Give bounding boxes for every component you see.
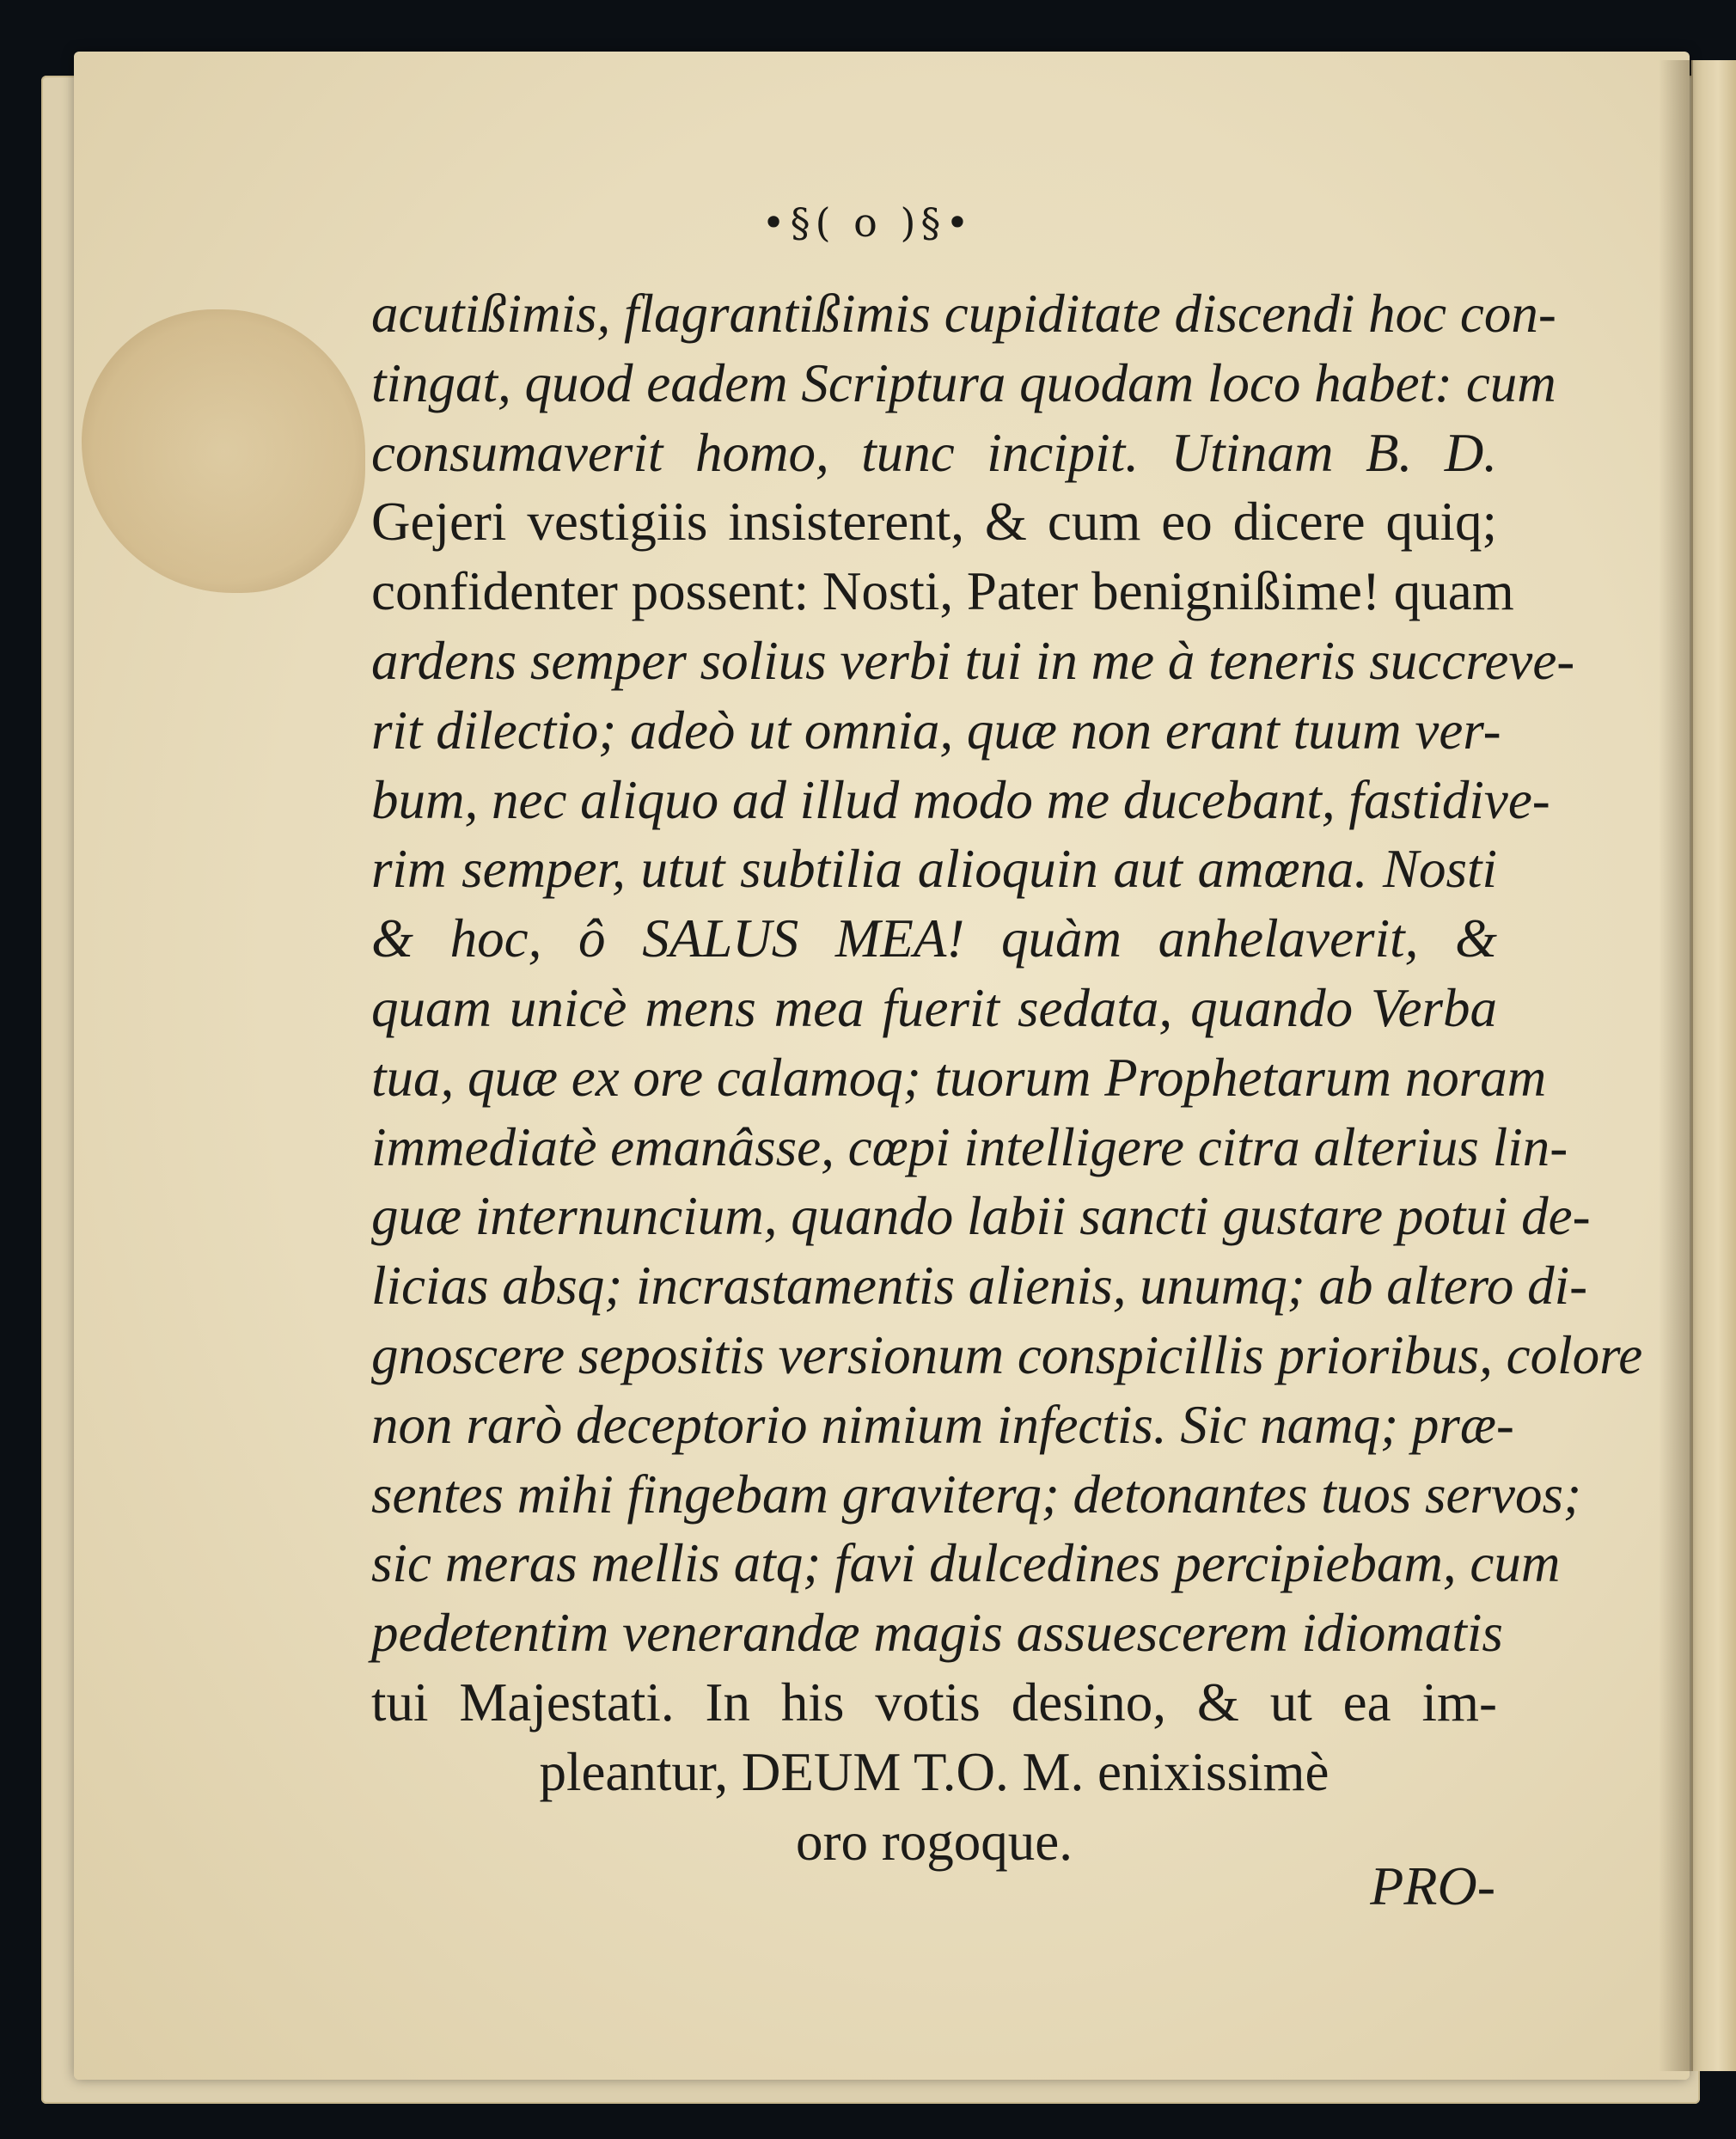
- text-line: & hoc, ô SALUS MEA! quàm anhelaverit, &: [371, 908, 1497, 969]
- gutter-shadow: [1659, 60, 1693, 2071]
- text-line: ardens semper solius verbi tui in me à teneris succreve-: [371, 630, 1575, 691]
- text-line: tingat, quod eadem Scriptura quodam loco habet: cum: [371, 352, 1556, 413]
- text-line: quam unicè mens mea fuerit sedata, quando Verba: [371, 977, 1497, 1038]
- text-line: sentes mihi fingebam graviterq; detonantes tuos servos;: [371, 1464, 1581, 1525]
- text-line: sic meras mellis atq; favi dulcedines percipiebam, cum: [371, 1533, 1561, 1594]
- text-line: non rarò deceptorio nimium infectis. Sic namq; præ-: [371, 1394, 1514, 1455]
- text-line: acutißimis, flagrantißimis cupiditate discendi hoc con-: [371, 284, 1556, 344]
- text-line: licias absq; incrastamentis alienis, unumq; ab altero di-: [371, 1256, 1588, 1317]
- text-line: gnoscere sepositis versionum conspicillis prioribus, colore: [371, 1324, 1643, 1385]
- catchword: PRO-: [1370, 1855, 1495, 1916]
- text-line: Gejeri vestigiis insisterent, & cum eo dicere quiq;: [371, 492, 1497, 553]
- text-line: rim semper, utut subtilia alioquin aut amœna. Nosti: [371, 839, 1497, 900]
- text-line: consumaverit homo, tunc incipit. Utinam B. D.: [371, 422, 1497, 483]
- text-line: tui Majestati. In his votis desino, & ut ea im-: [371, 1671, 1497, 1733]
- page-header-ornament: •§( o )§•: [761, 199, 975, 246]
- closing-line: pleantur, DEUM T.O. M. enixissimè: [539, 1741, 1330, 1802]
- text-line: immediatè emanâsse, cœpi intelligere citra alterius lin-: [371, 1116, 1568, 1177]
- facing-page-edge: [1691, 60, 1736, 2071]
- text-line: tua, quæ ex ore calamoq; tuorum Prophetarum noram: [371, 1047, 1547, 1108]
- closing-line: oro rogoque.: [796, 1811, 1073, 1872]
- text-line: rit dilectio; adeò ut omnia, quæ non erant tuum ver-: [371, 700, 1501, 761]
- text-line: pedetentim venerandæ magis assuescerem idiomatis: [371, 1603, 1503, 1664]
- text-line: guæ internuncium, quando labii sancti gustare potui de-: [371, 1186, 1591, 1247]
- text-line: bum, nec aliquo ad illud modo me ducebant, fastidive-: [371, 769, 1550, 830]
- text-line: confidenter possent: Nosti, Pater benignißime! quam: [371, 561, 1514, 622]
- body-text: [371, 279, 1643, 1876]
